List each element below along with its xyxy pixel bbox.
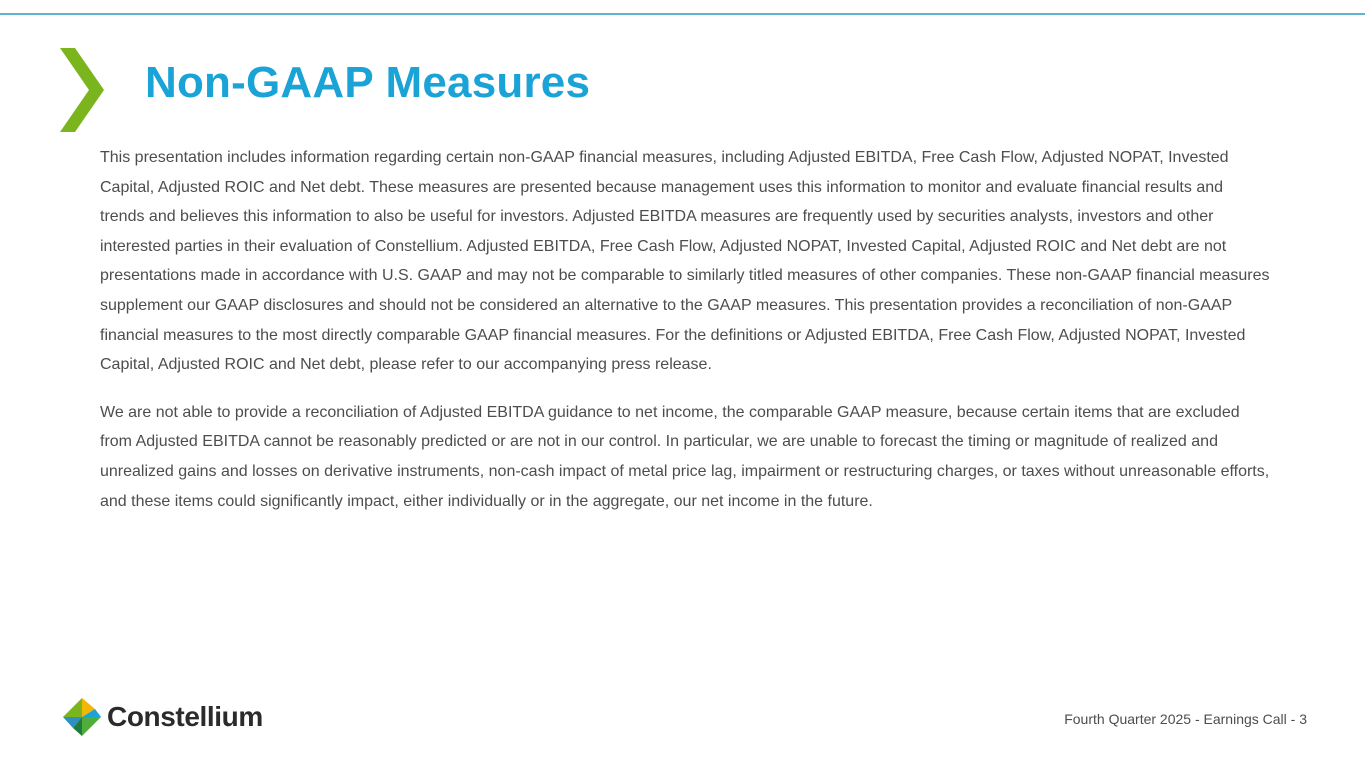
company-logo: [63, 695, 263, 739]
top-divider-line: [0, 13, 1365, 15]
constellium-logo-icon: [63, 695, 101, 739]
body-text: [100, 143, 1270, 516]
page-title: Non-GAAP Measures: [145, 58, 591, 107]
paragraph-guidance-reconciliation: We are not able to provide a reconciliation of Adjusted EBITDA guidance to net income, the comparable GAAP measure, because certain items that are excluded from Adjusted EBITDA cannot be reasonably predicted or are not in our control. In particular, we are unable to forecast the timing or magnitude of realized and unrealized gains and losses on derivative instruments, non-cash impact of metal price lag, impairment or restructuring charges, or taxes without unreasonable efforts, and these items could significantly impact, either individually or in the aggregate, our net income in the future.: [100, 403, 1270, 510]
paragraph-non-gaap-definition: This presentation includes information regarding certain non-GAAP financial measures, including Adjusted EBITDA, Free Cash Flow, Adjusted NOPAT, Invested Capital, Adjusted ROIC and Net debt. These measures are presented because management uses this information to monitor and evaluate financial results and trends and believes this information to also be useful for investors. Adjusted EBITDA measures are frequently used by securities analysts, investors and other interested parties in their evaluation of Constellium. Adjusted EBITDA, Free Cash Flow, Adjusted NOPAT, Invested Capital, Adjusted ROIC and Net debt are not presentations made in accordance with U.S. GAAP and may not be comparable to similarly titled measures of other companies. These non-GAAP financial measures supplement our GAAP disclosures and should not be considered an alternative to the GAAP measures. This presentation provides a reconciliation of non-GAAP financial measures to the most directly comparable GAAP financial measures. For the definitions or Adjusted EBITDA, Free Cash Flow, Adjusted NOPAT, Invested Capital, Adjusted ROIC and Net debt, please refer to our accompanying press release.: [100, 149, 1270, 374]
page-footer-label: Fourth Quarter 2025 - Earnings Call - 3: [1064, 711, 1307, 727]
company-name: Constellium: [107, 701, 263, 732]
chevron-right-icon: [60, 48, 104, 132]
